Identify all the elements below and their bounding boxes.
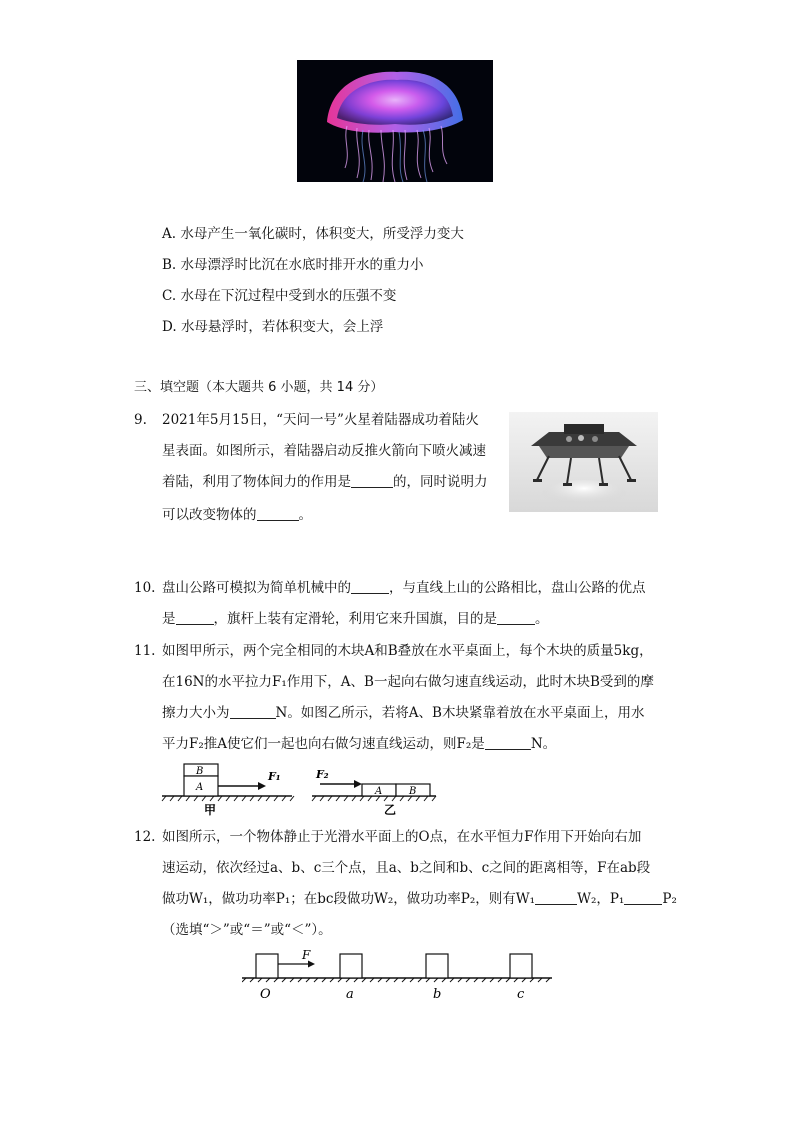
answer-blank — [497, 610, 535, 625]
q12-line-1: 如图所示，一个物体静止于光滑水平面上的O点，在水平恒力F作用下开始向右加 — [162, 829, 642, 845]
option-text: 水母产生一氧化碳时，体积变大，所受浮力变大 — [180, 226, 464, 242]
q11-line-2: 在16N的水平拉力F₁作用下，A、B一起向右做匀速直线运动，此时木块B受到的摩 — [162, 674, 654, 690]
answer-blank — [176, 610, 214, 625]
q9-line-2: 星表面。如图所示，着陆器启动反推火箭向下喷火减速 — [162, 443, 486, 459]
figure-caption-yi: 乙 — [384, 803, 397, 817]
q9-line-1: 2021年5月15日，“天问一号”火星着陆器成功着陆火 — [162, 412, 479, 428]
text: 是 — [162, 611, 176, 627]
option-d — [162, 317, 383, 337]
text: ，与直线上山的公路相比，盘山公路的优点 — [389, 580, 646, 596]
text: 可以改变物体的 — [162, 507, 257, 523]
answer-blank — [351, 579, 389, 594]
force2-label: F₂ — [316, 768, 329, 781]
force-arrow-icon — [258, 782, 266, 790]
q12-line-3 — [162, 889, 677, 909]
mars-lander-photo — [509, 412, 658, 512]
box-at-c — [510, 954, 532, 978]
text: 的，同时说明力 — [393, 474, 488, 490]
question-number: 9. — [134, 412, 147, 428]
force-label: F — [302, 948, 311, 962]
text: 擦力大小为 — [162, 705, 230, 721]
answer-blank — [624, 890, 662, 905]
text: W₂，P₁ — [577, 891, 625, 907]
box-at-b — [426, 954, 448, 978]
q12-line-4: （选填“＞”或“＝”或“＜”）。 — [162, 922, 332, 938]
option-c — [162, 286, 396, 306]
text: N。如图乙所示，若将A、B木块紧靠着放在水平桌面上，用水 — [275, 705, 645, 721]
text: 平力F₂推A使它们一起也向右做匀速直线运动，则F₂是 — [162, 736, 485, 752]
answer-blank — [351, 473, 393, 488]
question-number: 12. — [134, 829, 156, 845]
q9-line-4 — [162, 505, 312, 525]
q11-line-1: 如图甲所示，两个完全相同的木块A和B叠放在水平桌面上，每个木块的质量5kg， — [162, 643, 653, 659]
force-arrow-icon — [354, 780, 362, 788]
box-at-a — [340, 954, 362, 978]
option-text: 水母漂浮时比沉在水底时排开水的重力小 — [180, 257, 424, 273]
q11-line-3 — [162, 703, 644, 723]
option-a — [162, 224, 464, 244]
text: 。 — [535, 611, 549, 627]
option-letter: D. — [162, 319, 177, 335]
box-at-o — [256, 954, 278, 978]
text: P₂ — [662, 891, 677, 907]
point-c-label: c — [517, 987, 525, 1002]
block-b-label: B — [409, 786, 417, 797]
text: 盘山公路可模拟为简单机械中的 — [162, 580, 351, 596]
text: 着陆，利用了物体间力的作用是 — [162, 474, 351, 490]
jellyfish-illustration — [297, 60, 493, 182]
figure-yi — [312, 768, 436, 817]
option-letter: C. — [162, 288, 177, 304]
point-o-label: O — [260, 987, 271, 1002]
block-b-label: B — [196, 766, 204, 777]
option-text: 水母悬浮时，若体积变大，会上浮 — [180, 319, 384, 335]
point-a-label: a — [346, 987, 354, 1002]
option-letter: B. — [162, 257, 177, 273]
figure-caption-jia: 甲 — [204, 803, 217, 817]
block-a-label: A — [375, 786, 383, 797]
option-text: 水母在下沉过程中受到水的压强不变 — [180, 288, 397, 304]
jellyfish-photo — [297, 60, 493, 182]
text: ，旗杆上装有定滑轮，利用它来升国旗，目的是 — [213, 611, 497, 627]
option-letter: A. — [162, 226, 177, 242]
text: 做功W₁，做功功率P₁；在bc段做功W₂，做功功率P₂，则有W₁ — [162, 891, 536, 907]
answer-blank — [230, 704, 276, 719]
question-number: 11. — [134, 643, 156, 659]
answer-blank — [257, 506, 299, 521]
answer-blank — [535, 890, 577, 905]
answer-blank — [485, 735, 531, 750]
option-b — [162, 255, 424, 275]
figure-jia — [162, 764, 294, 817]
q11-figure — [160, 760, 440, 818]
q12-figure — [242, 948, 554, 1004]
q9-line-3 — [162, 472, 488, 492]
text: N。 — [530, 736, 557, 752]
q10-line-2 — [162, 609, 549, 629]
force1-label: F₁ — [268, 770, 281, 783]
lander-illustration — [509, 412, 658, 512]
block-a-label: A — [196, 782, 204, 793]
point-b-label: b — [433, 987, 442, 1002]
section-heading: 三、填空题（本大题共 6 小题，共 14 分） — [134, 380, 384, 395]
q11-line-4 — [162, 734, 556, 754]
question-number: 10. — [134, 580, 156, 596]
q10-line-1 — [162, 578, 646, 598]
text: 。 — [298, 507, 312, 523]
q12-line-2: 速运动，依次经过a、b、c三个点，且a、b之间和b、c之间的距离相等，F在ab段 — [162, 860, 651, 876]
